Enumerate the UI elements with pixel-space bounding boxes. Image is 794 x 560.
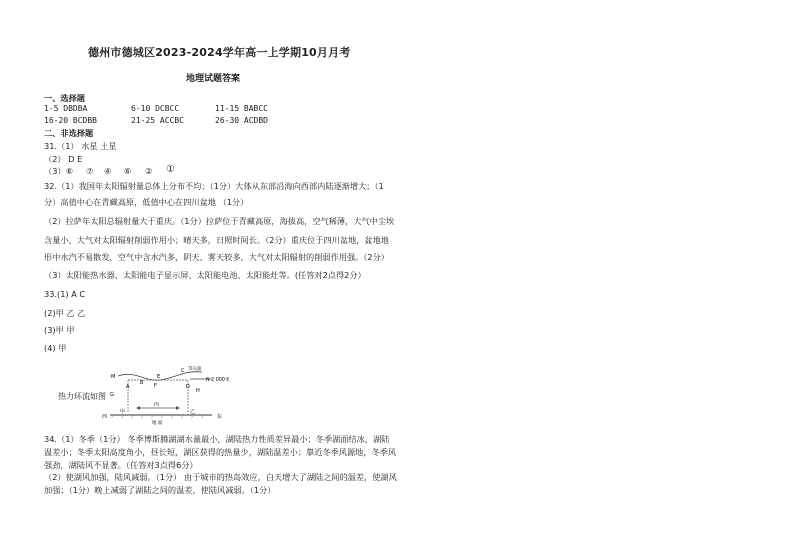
arrow-head-east <box>176 406 180 410</box>
point-m: M <box>111 374 116 380</box>
q33-line-3: (3)甲 甲 <box>44 325 75 335</box>
diagram-caption: 热力环流如图 <box>58 392 106 401</box>
q32-line-6: （3）太阳能热水器、太阳能电子显示屏、太阳能电池、太阳能灶等。(任答对2点得2分） <box>44 270 366 280</box>
east-label: 东 <box>217 414 223 420</box>
point-b: B <box>140 380 144 386</box>
q33-line-1: 33.(1) A C <box>44 289 86 299</box>
q34-line-5: 加强；（1分）晚上减弱了湖陆之间的温差，使陆风减弱。（1分） <box>44 485 276 495</box>
q32-line-2: 分）高值中心在青藏高原，低值中心在四川盆地 （1分） <box>44 197 249 207</box>
thermal-circulation-diagram <box>100 358 230 430</box>
point-g: G <box>110 392 114 398</box>
q34-line-2: 温差小；冬季太阳高度角小，昼长短，湖区获得的热量少，湖陆温差小；靠近冬季风源地，冬季风 <box>44 447 397 457</box>
q32-line-1: 32.（1）我国年太阳辐射量总体上分布不均；（1分）大体从东部沿海向西部内陆逐渐增大；（1 <box>44 181 384 191</box>
answer-row-2-col-1: 16-20 BCDBB <box>44 116 97 125</box>
q34-line-4: （2）使湖风加强，陆风减弱。（1分） 由于城市的热岛效应，白天增大了湖陆之间的温差，使湖风 <box>44 472 397 482</box>
point-a: A <box>126 384 130 390</box>
ground-label: 地 面 <box>152 421 163 426</box>
q31-line-3-item-2: ⑦ <box>86 166 94 176</box>
q32-line-3: （2）拉萨年太阳总辐射量大于重庆。（1分）拉萨位于青藏高原，海拔高，空气稀薄，大气中尘埃 <box>44 216 395 226</box>
answer-row-1-col-2: 6-10 DCBCC <box>131 104 180 113</box>
station-bing: 丙 <box>154 402 160 408</box>
point-c: C <box>181 368 185 374</box>
q31-line-3-item-5: ② <box>145 166 153 176</box>
q31-line-3-item-3: ④ <box>104 166 112 176</box>
q32-line-4: 含量小，大气对太阳辐射削弱作用小；晴天多，日照时间长。（2分）重庆位于四川盆地，盆地地 <box>44 235 389 245</box>
arrow-head-west <box>136 406 140 410</box>
west-label: 西 <box>102 414 108 420</box>
point-e: E <box>157 374 161 380</box>
q32-line-5: 形中水汽不易散发，空气中含水汽多，阴天、雾天较多，大气对太阳辐射的削弱作用强。（2分） <box>44 252 389 262</box>
answer-row-1-col-1: 1-5 DBDBA <box>44 104 88 113</box>
q31-line-3-item-4: ⑥ <box>124 166 132 176</box>
answer-row-1-col-3: 11-15 BABCC <box>215 104 268 113</box>
page-title: 德州市德城区2023-2024学年高一上学期10月月考 <box>88 46 351 59</box>
station-jia: 甲 <box>120 409 126 415</box>
section-heading-choice: 一、选择题 <box>44 93 85 103</box>
q33-line-2: (2)甲 乙 乙 <box>44 308 86 318</box>
height-label: N 2 000米 <box>206 378 230 383</box>
answer-row-2-col-2: 21-25 ACCBC <box>131 116 184 125</box>
q31-line-2: （2） D E <box>44 154 83 164</box>
q31-line-3-item-1: （3）⑥ <box>44 166 73 176</box>
answer-row-2-col-3: 26-30 ACDBD <box>215 116 268 125</box>
q31-line-1: 31.（1） 水星 土星 <box>44 141 117 151</box>
isobar-label: 等压面 <box>188 367 202 372</box>
point-f: F <box>154 383 157 389</box>
point-h: H <box>196 388 200 394</box>
q34-line-3: 强劲，湖陆风不显著。（任答对3点得6分） <box>44 460 198 470</box>
page-subtitle: 地理试题答案 <box>186 74 241 84</box>
station-yi: 乙 <box>190 409 196 415</box>
q31-line-3-item-6: ① <box>166 164 175 175</box>
section-heading-nonchoice: 二、非选择题 <box>44 128 94 138</box>
point-d: D <box>186 384 190 390</box>
q33-line-4: (4) 甲 <box>44 343 67 353</box>
q34-line-1: 34.（1）冬季（1分） 冬季博斯腾湖湖水量最小，湖陆热力性质差异最小；冬季湖面结冰，湖陆 <box>44 434 390 444</box>
